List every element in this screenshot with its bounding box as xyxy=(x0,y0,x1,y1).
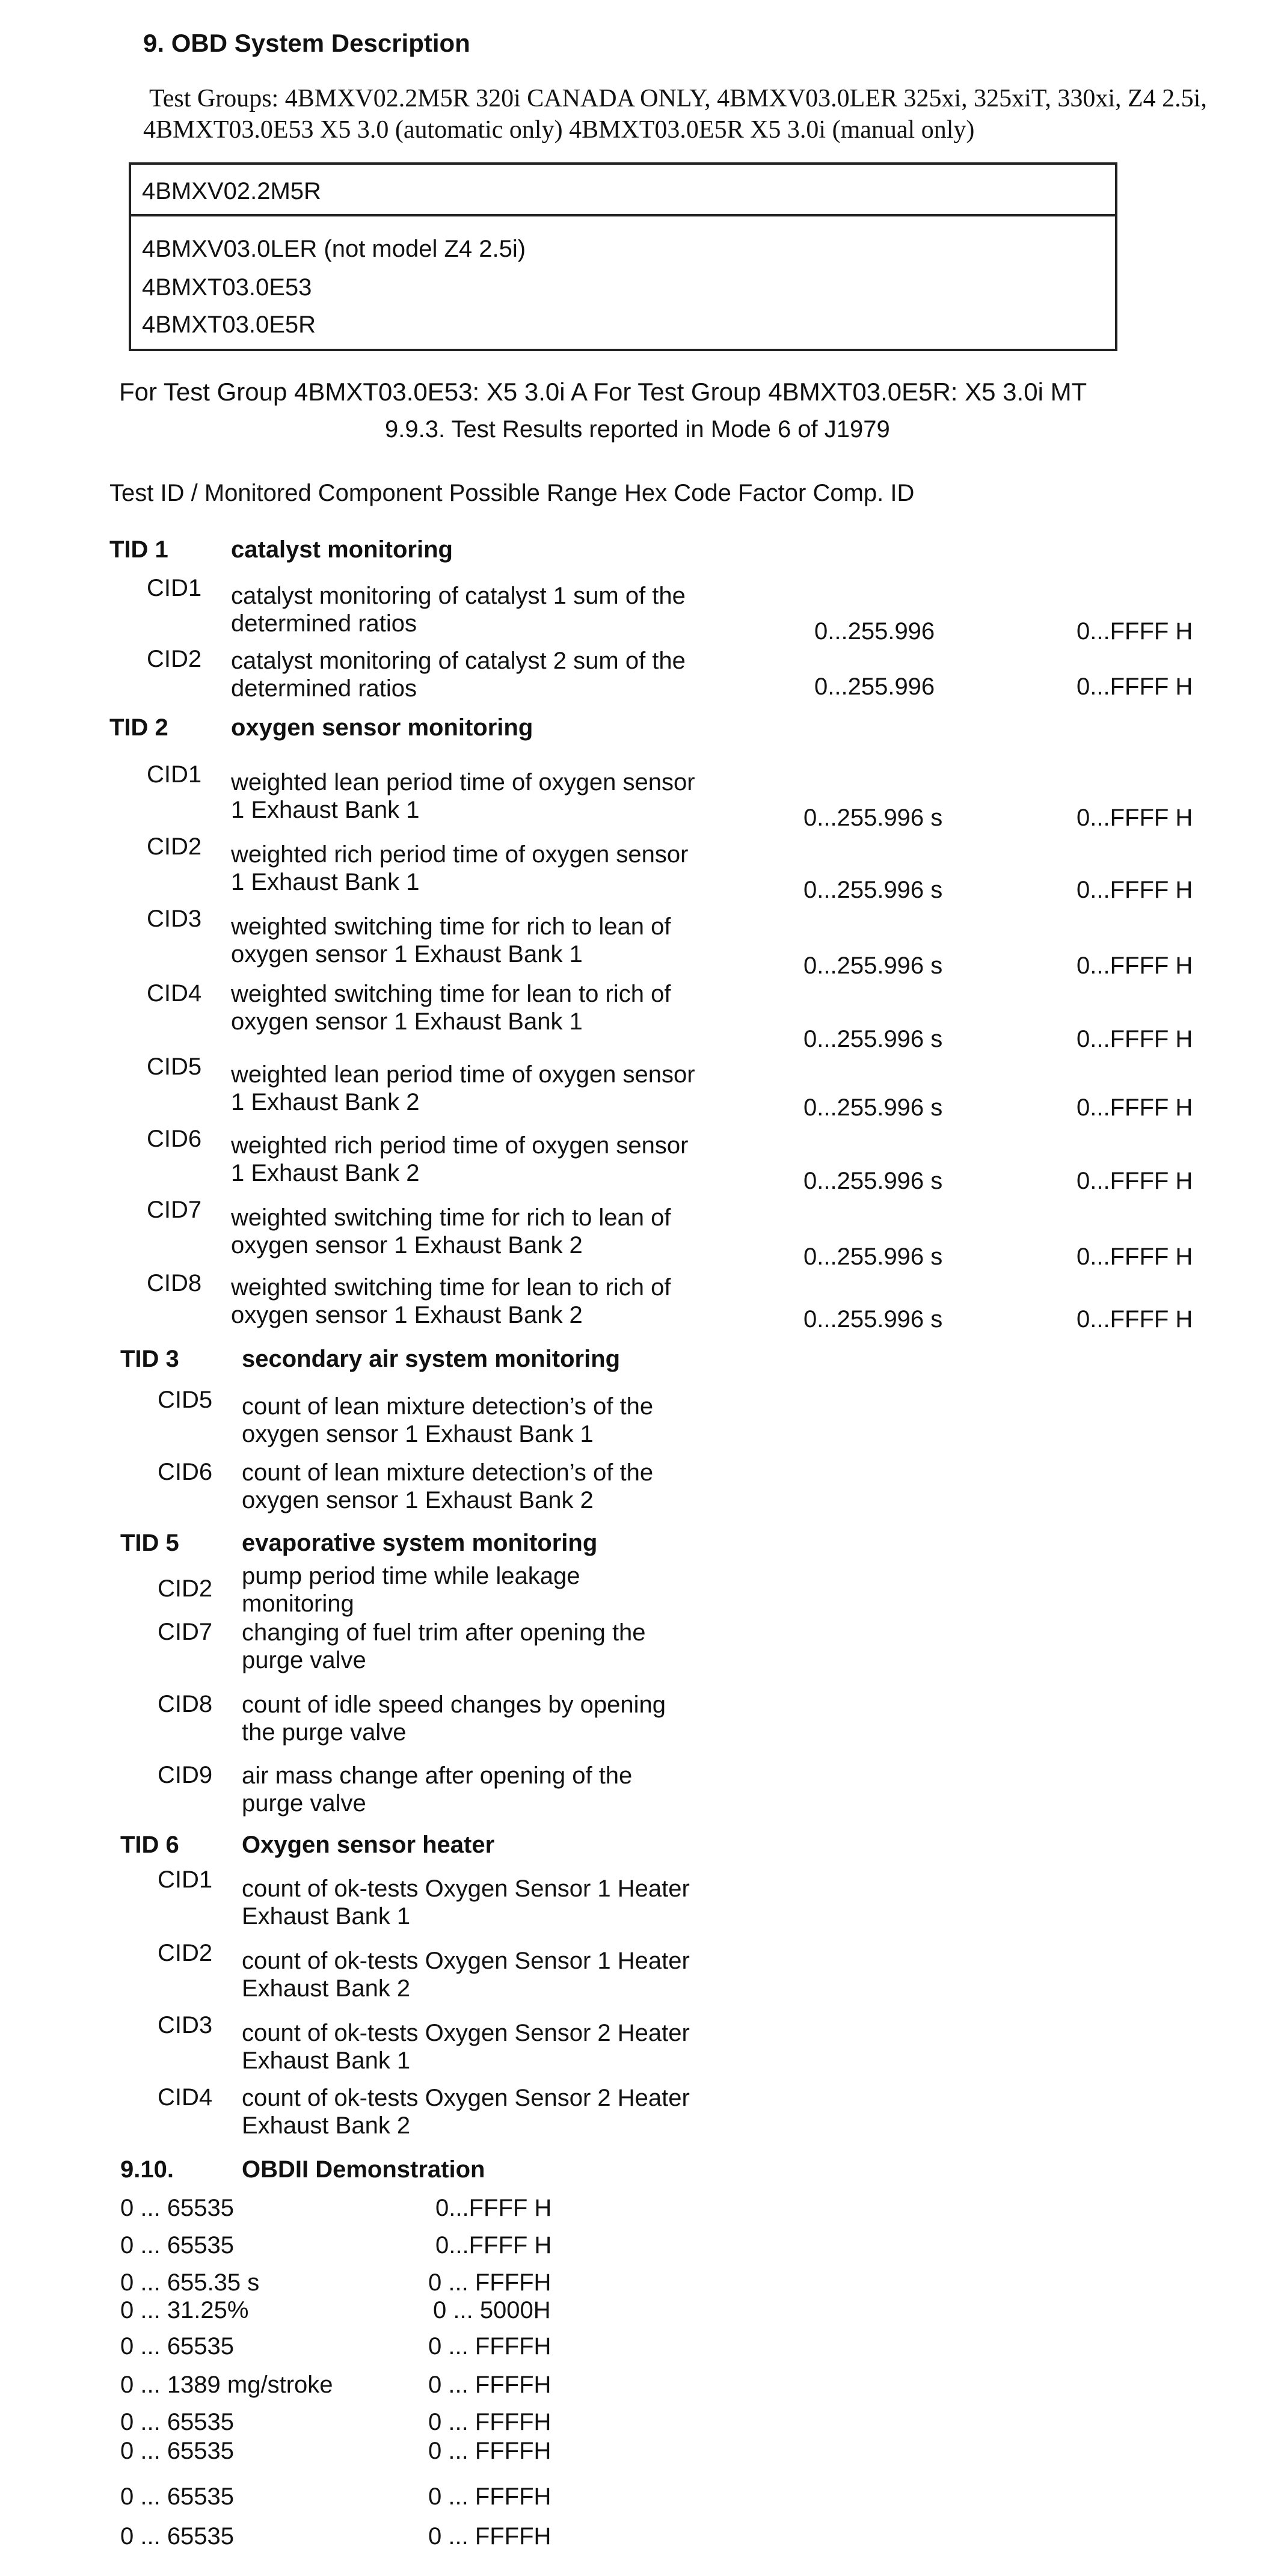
hex-value: 0...FFFF H xyxy=(1077,805,1193,831)
cid-label: CID8 xyxy=(147,1270,202,1296)
demo-hex: 0 ... 5000H xyxy=(433,2297,551,2323)
cid-description: changing of fuel trim after opening the purge valve xyxy=(242,1619,646,1673)
tid-title: oxygen sensor monitoring xyxy=(231,714,533,741)
cid-label: CID2 xyxy=(158,1940,213,1966)
tid-id: TID 1 xyxy=(109,536,168,563)
hex-value: 0...FFFF H xyxy=(1077,952,1193,979)
cid-label: CID1 xyxy=(147,761,202,788)
cid-description: count of lean mixture detection’s of the oxygen sensor 1 Exhaust Bank 1 xyxy=(242,1393,654,1447)
section-number: 9.10. xyxy=(120,2156,174,2183)
cid-label: CID3 xyxy=(147,906,202,932)
demo-hex: 0...FFFF H xyxy=(435,2195,552,2221)
hex-value: 0...FFFF H xyxy=(1077,877,1193,903)
range-value: 0...255.996 xyxy=(814,618,935,645)
cid-label: CID1 xyxy=(147,575,202,601)
for-test-group-line: For Test Group 4BMXT03.0E53: X5 3.0i A For Test Group 4BMXT03.0E5R: X5 3.0i MT xyxy=(119,378,1087,406)
demo-hex: 0...FFFF H xyxy=(435,2232,552,2259)
demo-hex: 0 ... FFFFH xyxy=(428,2483,551,2510)
page-heading: 9. OBD System Description xyxy=(143,29,470,57)
tid-id: TID 3 xyxy=(120,1346,179,1372)
cid-label: CID6 xyxy=(158,1459,213,1485)
demo-range: 0 ... 65535 xyxy=(120,2409,235,2435)
cid-label: CID1 xyxy=(158,1866,213,1893)
cid-label: CID5 xyxy=(147,1053,202,1080)
cid-description: weighted lean period time of oxygen sensor 1 Exhaust Bank 2 xyxy=(231,1061,695,1115)
demo-range: 0 ... 65535 xyxy=(120,2232,235,2259)
cid-description: weighted lean period time of oxygen sensor 1 Exhaust Bank 1 xyxy=(231,769,695,823)
group-item: 4BMXV02.2M5R xyxy=(142,178,321,204)
tid-title: Oxygen sensor heater xyxy=(242,1832,495,1858)
demo-range: 0 ... 65535 xyxy=(120,2438,235,2464)
tid-id: TID 2 xyxy=(109,714,168,741)
cid-label: CID2 xyxy=(158,1575,213,1602)
tid-title: catalyst monitoring xyxy=(231,536,453,563)
cid-label: CID2 xyxy=(147,833,202,860)
demo-range: 0 ... 65535 xyxy=(120,2523,235,2550)
range-value: 0...255.996 s xyxy=(803,1306,943,1332)
demo-hex: 0 ... FFFFH xyxy=(428,2409,551,2435)
demo-range: 0 ... 31.25% xyxy=(120,2297,249,2323)
cid-description: count of lean mixture detection’s of the oxygen sensor 1 Exhaust Bank 2 xyxy=(242,1459,654,1513)
cid-label: CID7 xyxy=(147,1197,202,1223)
cid-label: CID7 xyxy=(158,1619,213,1645)
cid-label: CID9 xyxy=(158,1762,213,1788)
hex-value: 0...FFFF H xyxy=(1077,618,1193,645)
demo-range: 0 ... 65535 xyxy=(120,2333,235,2360)
table-header: Test ID / Monitored Component Possible Range Hex Code Factor Comp. ID xyxy=(109,480,915,506)
hex-value: 0...FFFF H xyxy=(1077,1026,1193,1052)
range-value: 0...255.996 s xyxy=(803,1026,943,1052)
demo-range: 0 ... 655.35 s xyxy=(120,2269,260,2296)
cid-description: count of idle speed changes by opening the purge valve xyxy=(242,1691,666,1746)
range-value: 0...255.996 s xyxy=(803,877,943,903)
section-title: 9.9.3. Test Results reported in Mode 6 of J1979 xyxy=(385,416,890,443)
cid-label: CID8 xyxy=(158,1691,213,1717)
cid-description: weighted switching time for rich to lean of oxygen sensor 1 Exhaust Bank 2 xyxy=(231,1204,671,1259)
cid-description: count of ok-tests Oxygen Sensor 2 Heater Exhaust Bank 2 xyxy=(242,2085,690,2139)
tid-title: secondary air system monitoring xyxy=(242,1346,621,1372)
cid-description: pump period time while leakage monitoring xyxy=(242,1563,580,1617)
demo-range: 0 ... 1389 mg/stroke xyxy=(120,2372,333,2398)
group-item: 4BMXV03.0LER (not model Z4 2.5i) xyxy=(142,236,526,262)
cid-description: catalyst monitoring of catalyst 1 sum of the determined ratios xyxy=(231,583,686,637)
cid-description: catalyst monitoring of catalyst 2 sum of the determined ratios xyxy=(231,648,686,702)
demo-hex: 0 ... FFFFH xyxy=(428,2269,551,2296)
cid-description: air mass change after opening of the purge valve xyxy=(242,1762,633,1817)
demo-hex: 0 ... FFFFH xyxy=(428,2372,551,2398)
cid-description: weighted switching time for rich to lean of oxygen sensor 1 Exhaust Bank 1 xyxy=(231,913,671,968)
cid-description: weighted rich period time of oxygen sensor 1 Exhaust Bank 1 xyxy=(231,841,689,895)
section-heading: OBDII Demonstration xyxy=(242,2156,485,2183)
hex-value: 0...FFFF H xyxy=(1077,1168,1193,1194)
demo-hex: 0 ... FFFFH xyxy=(428,2523,551,2550)
demo-range: 0 ... 65535 xyxy=(120,2483,235,2510)
cid-description: count of ok-tests Oxygen Sensor 1 Heater Exhaust Bank 1 xyxy=(242,1875,690,1930)
range-value: 0...255.996 s xyxy=(803,952,943,979)
cid-description: weighted switching time for lean to rich of oxygen sensor 1 Exhaust Bank 1 xyxy=(231,981,671,1035)
hex-value: 0...FFFF H xyxy=(1077,1306,1193,1332)
hex-value: 0...FFFF H xyxy=(1077,673,1193,700)
cid-description: weighted switching time for lean to rich of oxygen sensor 1 Exhaust Bank 2 xyxy=(231,1274,671,1328)
demo-hex: 0 ... FFFFH xyxy=(428,2333,551,2360)
group-item: 4BMXT03.0E53 xyxy=(142,274,312,301)
range-value: 0...255.996 xyxy=(814,673,935,700)
hex-value: 0...FFFF H xyxy=(1077,1094,1193,1121)
cid-label: CID4 xyxy=(158,2084,213,2111)
cid-label: CID5 xyxy=(158,1387,213,1413)
cid-label: CID4 xyxy=(147,980,202,1007)
test-groups-line-1: Test Groups: 4BMXV02.2M5R 320i CANADA ONLY, 4BMXV03.0LER 325xi, 325xiT, 330xi, Z4 2.5i, xyxy=(149,85,1207,112)
tid-id: TID 5 xyxy=(120,1530,179,1556)
cid-label: CID3 xyxy=(158,2012,213,2038)
demo-hex: 0 ... FFFFH xyxy=(428,2438,551,2464)
range-value: 0...255.996 s xyxy=(803,805,943,831)
box-divider xyxy=(129,214,1117,216)
range-value: 0...255.996 s xyxy=(803,1094,943,1121)
cid-description: weighted rich period time of oxygen sensor 1 Exhaust Bank 2 xyxy=(231,1132,689,1186)
group-item: 4BMXT03.0E5R xyxy=(142,311,316,338)
test-groups-line-2: 4BMXT03.0E53 X5 3.0 (automatic only) 4BMXT03.0E5R X5 3.0i (manual only) xyxy=(143,116,975,144)
tid-title: evaporative system monitoring xyxy=(242,1530,598,1556)
hex-value: 0...FFFF H xyxy=(1077,1244,1193,1270)
cid-label: CID6 xyxy=(147,1126,202,1152)
demo-range: 0 ... 65535 xyxy=(120,2195,235,2221)
cid-description: count of ok-tests Oxygen Sensor 2 Heater Exhaust Bank 1 xyxy=(242,2020,690,2074)
cid-description: count of ok-tests Oxygen Sensor 1 Heater Exhaust Bank 2 xyxy=(242,1948,690,2002)
cid-label: CID2 xyxy=(147,646,202,672)
tid-id: TID 6 xyxy=(120,1832,179,1858)
range-value: 0...255.996 s xyxy=(803,1168,943,1194)
range-value: 0...255.996 s xyxy=(803,1244,943,1270)
